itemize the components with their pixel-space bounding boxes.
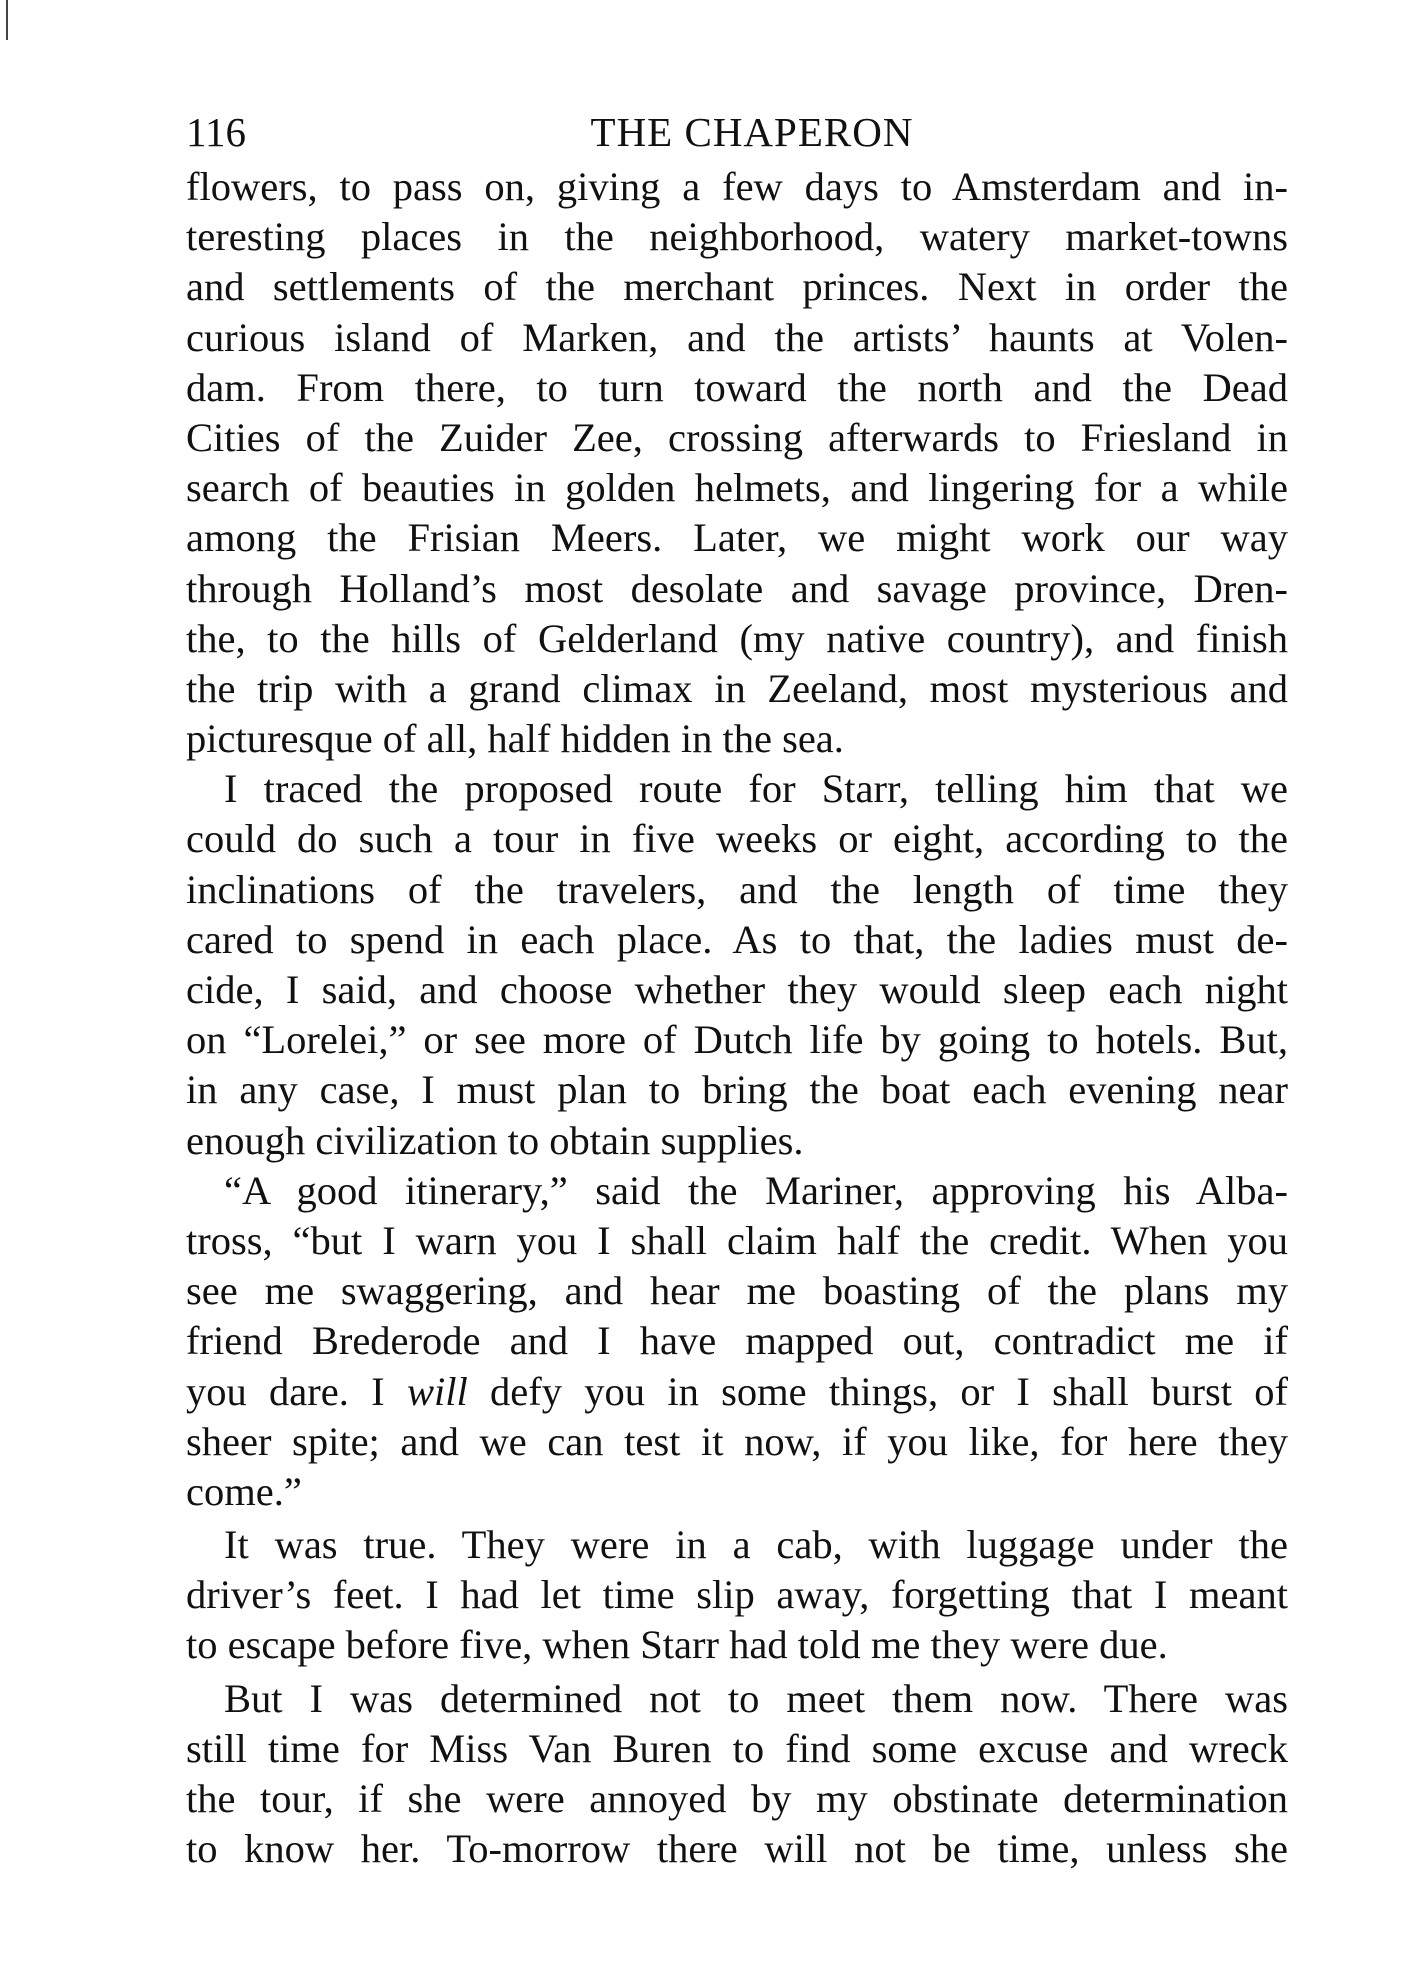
text-line xyxy=(186,1367,1288,1417)
emphasis: will xyxy=(406,1368,468,1414)
text-line: could do such a tour in five weeks or eight, according to the xyxy=(186,816,1288,862)
text-line: on “Lorelei,” or see more of Dutch life by going to hotels. But, xyxy=(186,1017,1288,1063)
text-line: to escape before five, when Starr had told me they were due. xyxy=(186,1622,1168,1668)
text-line: still time for Miss Van Buren to find some excuse and wreck xyxy=(186,1725,1288,1771)
text-line: search of beauties in golden helmets, and lingering for a while xyxy=(186,465,1288,511)
text-line: among the Frisian Meers. Later, we might work our way xyxy=(186,515,1288,561)
text-line: flowers, to pass on, giving a few days to Amsterdam and in- xyxy=(186,164,1288,209)
text-line: to know her. To-morrow there will not be time, unless she xyxy=(186,1826,1288,1872)
text-line: driver’s feet. I had let time slip away, forgetting that I meant xyxy=(186,1572,1288,1618)
text-line: I traced the proposed route for Starr, telling him that we xyxy=(224,766,1288,812)
text-line: “A good itinerary,” said the Mariner, approving his Alba- xyxy=(224,1167,1288,1213)
text-run: defy you in some things, or I shall burst of xyxy=(467,1368,1288,1414)
text-line: teresting places in the neighborhood, watery market-towns xyxy=(186,214,1288,260)
text-line: the tour, if she were annoyed by my obstinate determination xyxy=(186,1776,1288,1821)
scan-edge-mark xyxy=(6,0,8,40)
text-line: It was true. They were in a cab, with luggage under the xyxy=(224,1522,1288,1568)
text-line: and settlements of the merchant princes. Next in order the xyxy=(186,264,1288,310)
text-line: inclinations of the travelers, and the length of time they xyxy=(186,866,1288,912)
paragraph xyxy=(186,1166,1288,1517)
text-line: friend Brederode and I have mapped out, contradict me if xyxy=(186,1318,1288,1364)
text-line: in any case, I must plan to bring the boat each evening near xyxy=(186,1067,1288,1113)
text-line: picturesque of all, half hidden in the sea. xyxy=(186,716,844,762)
text-line: come.” xyxy=(186,1468,302,1514)
text-run: you dare. I xyxy=(186,1368,407,1414)
paragraph xyxy=(186,1674,1288,1875)
text-line: see me swaggering, and hear me boasting of the plans my xyxy=(186,1268,1288,1314)
page-number: 116 xyxy=(186,109,246,155)
page-header xyxy=(186,102,1288,162)
paragraph xyxy=(186,1520,1288,1671)
text-line: But I was determined not to meet them now. There was xyxy=(224,1675,1288,1721)
text-line: curious island of Marken, and the artists’ haunts at Volen- xyxy=(186,314,1288,360)
text-line: dam. From there, to turn toward the north and the Dead xyxy=(186,364,1288,410)
paragraph xyxy=(186,764,1288,1166)
text-line: sheer spite; and we can test it now, if you like, for here they xyxy=(186,1418,1288,1464)
running-head: THE CHAPERON xyxy=(590,109,914,155)
text-line: Cities of the Zuider Zee, crossing afterwards to Friesland in xyxy=(186,414,1288,460)
body-text xyxy=(186,162,1288,1874)
text-line: cared to spend in each place. As to that, the ladies must de- xyxy=(186,916,1288,962)
text-line: enough civilization to obtain supplies. xyxy=(186,1117,804,1163)
text-line: through Holland’s most desolate and savage province, Dren- xyxy=(186,565,1288,611)
text-line: cide, I said, and choose whether they would sleep each night xyxy=(186,967,1288,1012)
paragraph xyxy=(186,162,1288,764)
text-line: the trip with a grand climax in Zeeland, most mysterious and xyxy=(186,665,1288,711)
text-line: the, to the hills of Gelderland (my native country), and finish xyxy=(186,615,1288,661)
text-line: tross, “but I warn you I shall claim half the credit. When you xyxy=(186,1217,1288,1263)
